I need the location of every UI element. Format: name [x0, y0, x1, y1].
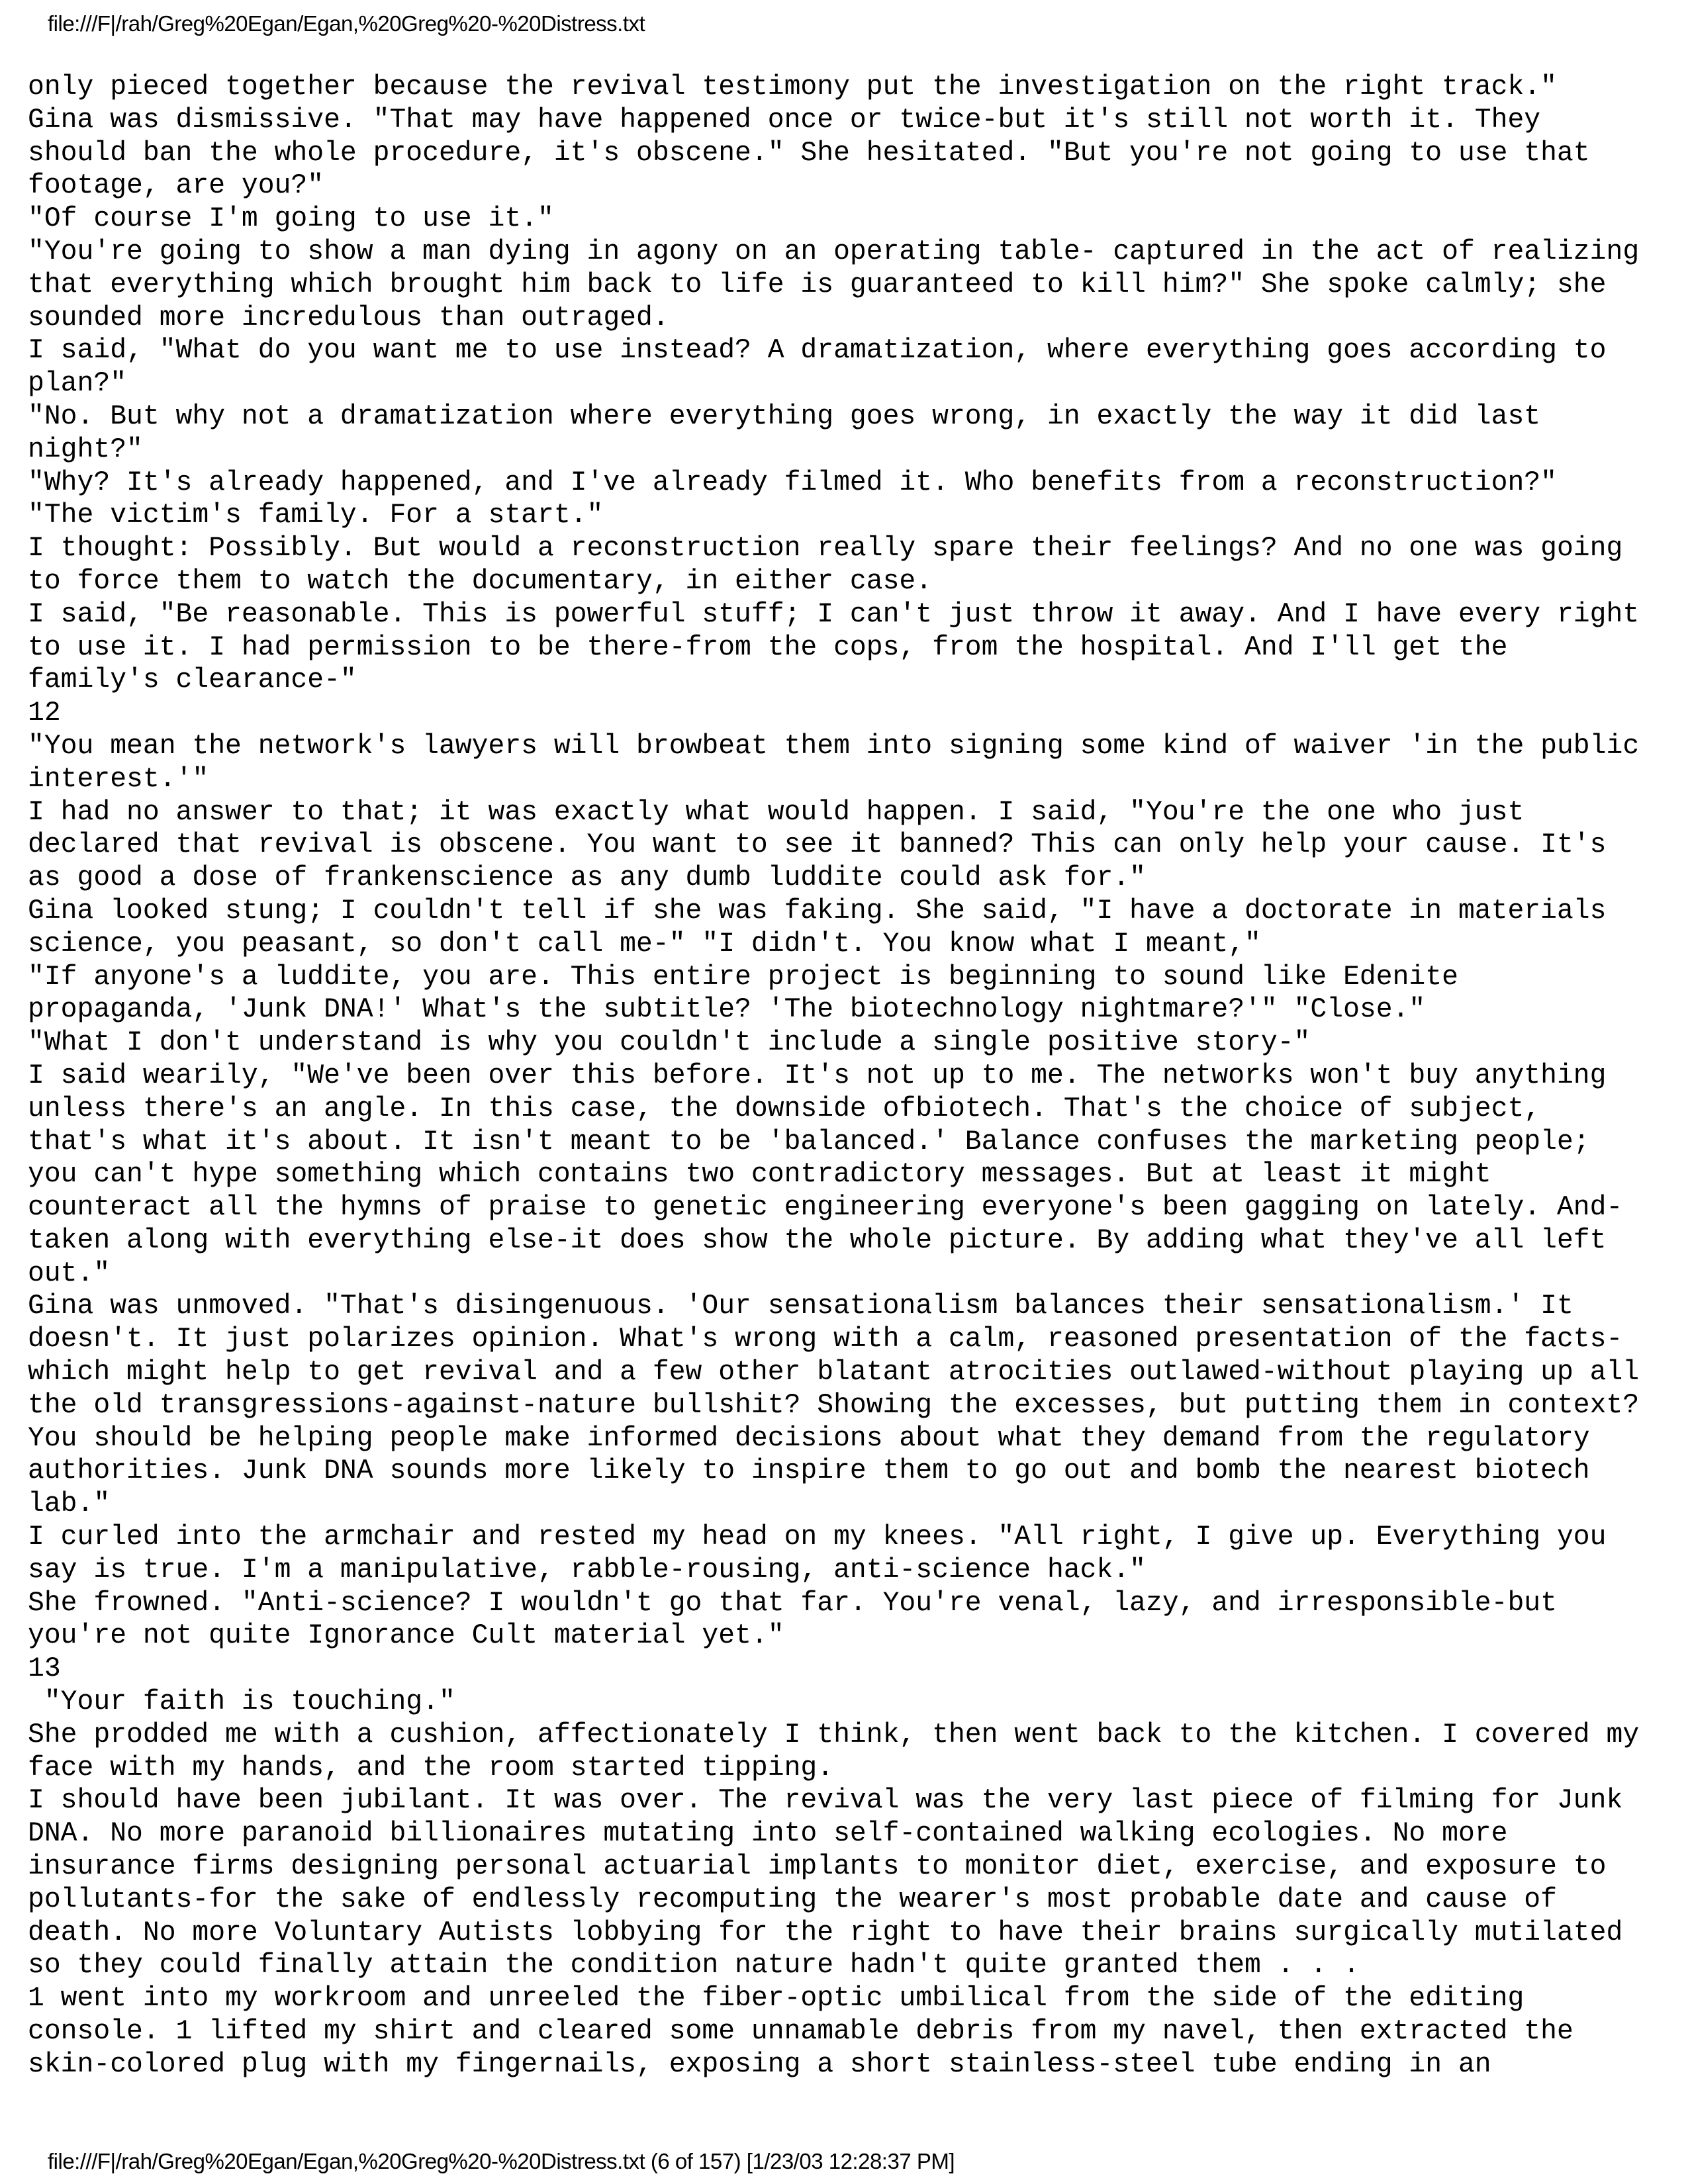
- text-line: that everything which brought him back to life is guaranteed to kill him?" She spoke calmly; she: [28, 269, 1607, 300]
- text-line: 1 went into my workroom and unreeled the fiber-optic umbilical from the side of the editing: [28, 1983, 1524, 2015]
- text-line: doesn't. It just polarizes opinion. What's wrong with a calm, reasoned presentation of the facts-: [28, 1324, 1623, 1355]
- text-line: Gina was unmoved. "That's disingenuous. 'Our sensationalism balances their sensationalism.' It: [28, 1291, 1573, 1322]
- text-line: I thought: Possibly. But would a reconstruction really spare their feelings? And no one was going: [28, 533, 1623, 565]
- text-line: the old transgressions-against-nature bullshit? Showing the excesses, but putting them in context?: [28, 1390, 1640, 1421]
- text-line: "What I don't understand is why you couldn't include a single positive story-": [28, 1028, 1311, 1059]
- text-line: I should have been jubilant. It was over. The revival was the very last piece of filming for Junk: [28, 1786, 1623, 1817]
- text-line: She prodded me with a cushion, affectionately I think, then went back to the kitchen. I covered my: [28, 1719, 1640, 1751]
- text-line: you can't hype something which contains two contradictory messages. But at least it might: [28, 1160, 1491, 1191]
- page-footer-file-info: file:///F|/rah/Greg%20Egan/Egan,%20Greg%20-%20Distress.txt (6 of 157) [1/23/03 12:28:37 PM]: [48, 2149, 955, 2173]
- text-line: Gina looked stung; I couldn't tell if she was faking. She said, "I have a doctorate in materials: [28, 895, 1607, 927]
- text-line: DNA. No more paranoid billionaires mutating into self-contained walking ecologies. No more: [28, 1819, 1508, 1850]
- document-body-text: [28, 71, 1669, 2082]
- text-line: interest.'": [28, 764, 209, 795]
- text-line: I said, "What do you want me to use instead? A dramatization, where everything goes according to: [28, 336, 1607, 367]
- page-header-file-path: file:///F|/rah/Greg%20Egan/Egan,%20Greg%20-%20Distress.txt: [48, 11, 645, 36]
- text-line: footage, are you?": [28, 171, 324, 202]
- text-line: should ban the whole procedure, it's obscene." She hesitated. "But you're not going to use that: [28, 138, 1590, 169]
- text-line: face with my hands, and the room started tipping.: [28, 1752, 834, 1784]
- text-line: 13: [28, 1654, 61, 1685]
- text-line: plan?": [28, 369, 127, 400]
- text-line: taken along with everything else-it does show the whole picture. By adding what they've all left: [28, 1225, 1607, 1256]
- text-line: skin-colored plug with my fingernails, exposing a short stainless-steel tube ending in an: [28, 2049, 1491, 2080]
- text-line: "The victim's family. For a start.": [28, 500, 604, 531]
- text-line: "Why? It's already happened, and I've already filmed it. Who benefits from a reconstruction?": [28, 467, 1557, 498]
- text-line: counteract all the hymns of praise to genetic engineering everyone's been gagging on lately. And-: [28, 1193, 1623, 1224]
- text-line: "If anyone's a luddite, you are. This entire project is beginning to sound like Edenite: [28, 962, 1458, 993]
- text-line: "You're going to show a man dying in agony on an operating table- captured in the act of realizing: [28, 236, 1640, 267]
- text-line: so they could finally attain the condition nature hadn't quite granted them . . .: [28, 1950, 1360, 1981]
- text-line: 12: [28, 698, 61, 729]
- text-line: "No. But why not a dramatization where everything goes wrong, in exactly the way it did last: [28, 401, 1541, 432]
- text-line: propaganda, 'Junk DNA!' What's the subtitle? 'The biotechnology nightmare?'" "Close.": [28, 995, 1426, 1026]
- text-line: say is true. I'm a manipulative, rabble-rousing, anti-science hack.": [28, 1555, 1147, 1586]
- text-line: only pieced together because the revival testimony put the investigation on the right track.": [28, 72, 1557, 103]
- text-line: you're not quite Ignorance Cult material yet.": [28, 1621, 784, 1652]
- text-line: family's clearance-": [28, 665, 357, 696]
- text-line: science, you peasant, so don't call me-" "I didn't. You know what I meant,": [28, 929, 1261, 960]
- text-line: lab.": [28, 1489, 111, 1520]
- text-line: to force them to watch the documentary, in either case.: [28, 566, 933, 597]
- text-line: "Your faith is touching.": [28, 1687, 455, 1718]
- text-line: insurance firms designing personal actuarial implants to monitor diet, exercise, and exposure to: [28, 1852, 1607, 1883]
- text-line: I said wearily, "We've been over this before. It's not up to me. The networks won't buy anything: [28, 1060, 1607, 1091]
- text-line: authorities. Junk DNA sounds more likely to inspire them to go out and bomb the nearest biotech: [28, 1456, 1590, 1487]
- text-line: pollutants-for the sake of endlessly recomputing the wearer's most probable date and cause of: [28, 1884, 1557, 1915]
- text-line: which might help to get revival and a few other blatant atrocities outlawed-without playing up all: [28, 1357, 1640, 1388]
- text-line: I said, "Be reasonable. This is powerful stuff; I can't just throw it away. And I have every right: [28, 599, 1640, 630]
- text-line: night?": [28, 434, 143, 465]
- text-line: sounded more incredulous than outraged.: [28, 302, 669, 334]
- text-line: death. No more Voluntary Autists lobbying for the right to have their brains surgically mutilated: [28, 1917, 1623, 1948]
- text-line: She frowned. "Anti-science? I wouldn't go that far. You're venal, lazy, and irresponsible-but: [28, 1588, 1557, 1619]
- text-line: as good a dose of frankenscience as any dumb luddite could ask for.": [28, 863, 1147, 894]
- text-line: unless there's an angle. In this case, the downside ofbiotech. That's the choice of subject,: [28, 1093, 1541, 1124]
- text-line: that's what it's about. It isn't meant to be 'balanced.' Balance confuses the marketing people;: [28, 1126, 1590, 1158]
- text-line: console. 1 lifted my shirt and cleared some unnamable debris from my navel, then extracted the: [28, 2017, 1573, 2048]
- text-line: Gina was dismissive. "That may have happened once or twice-but it's still not worth it. They: [28, 105, 1541, 136]
- text-line: "Of course I'm going to use it.": [28, 204, 554, 235]
- text-line: I curled into the armchair and rested my head on my knees. "All right, I give up. Everything you: [28, 1522, 1607, 1553]
- text-line: "You mean the network's lawyers will browbeat them into signing some kind of waiver 'in the public: [28, 731, 1640, 762]
- text-line: out.": [28, 1258, 111, 1289]
- text-line: You should be helping people make informed decisions about what they demand from the regulatory: [28, 1423, 1590, 1454]
- text-line: to use it. I had permission to be there-from the cops, from the hospital. And I'll get the: [28, 632, 1508, 663]
- text-line: I had no answer to that; it was exactly what would happen. I said, "You're the one who just: [28, 797, 1524, 828]
- text-line: declared that revival is obscene. You want to see it banned? This can only help your cause. It's: [28, 830, 1607, 861]
